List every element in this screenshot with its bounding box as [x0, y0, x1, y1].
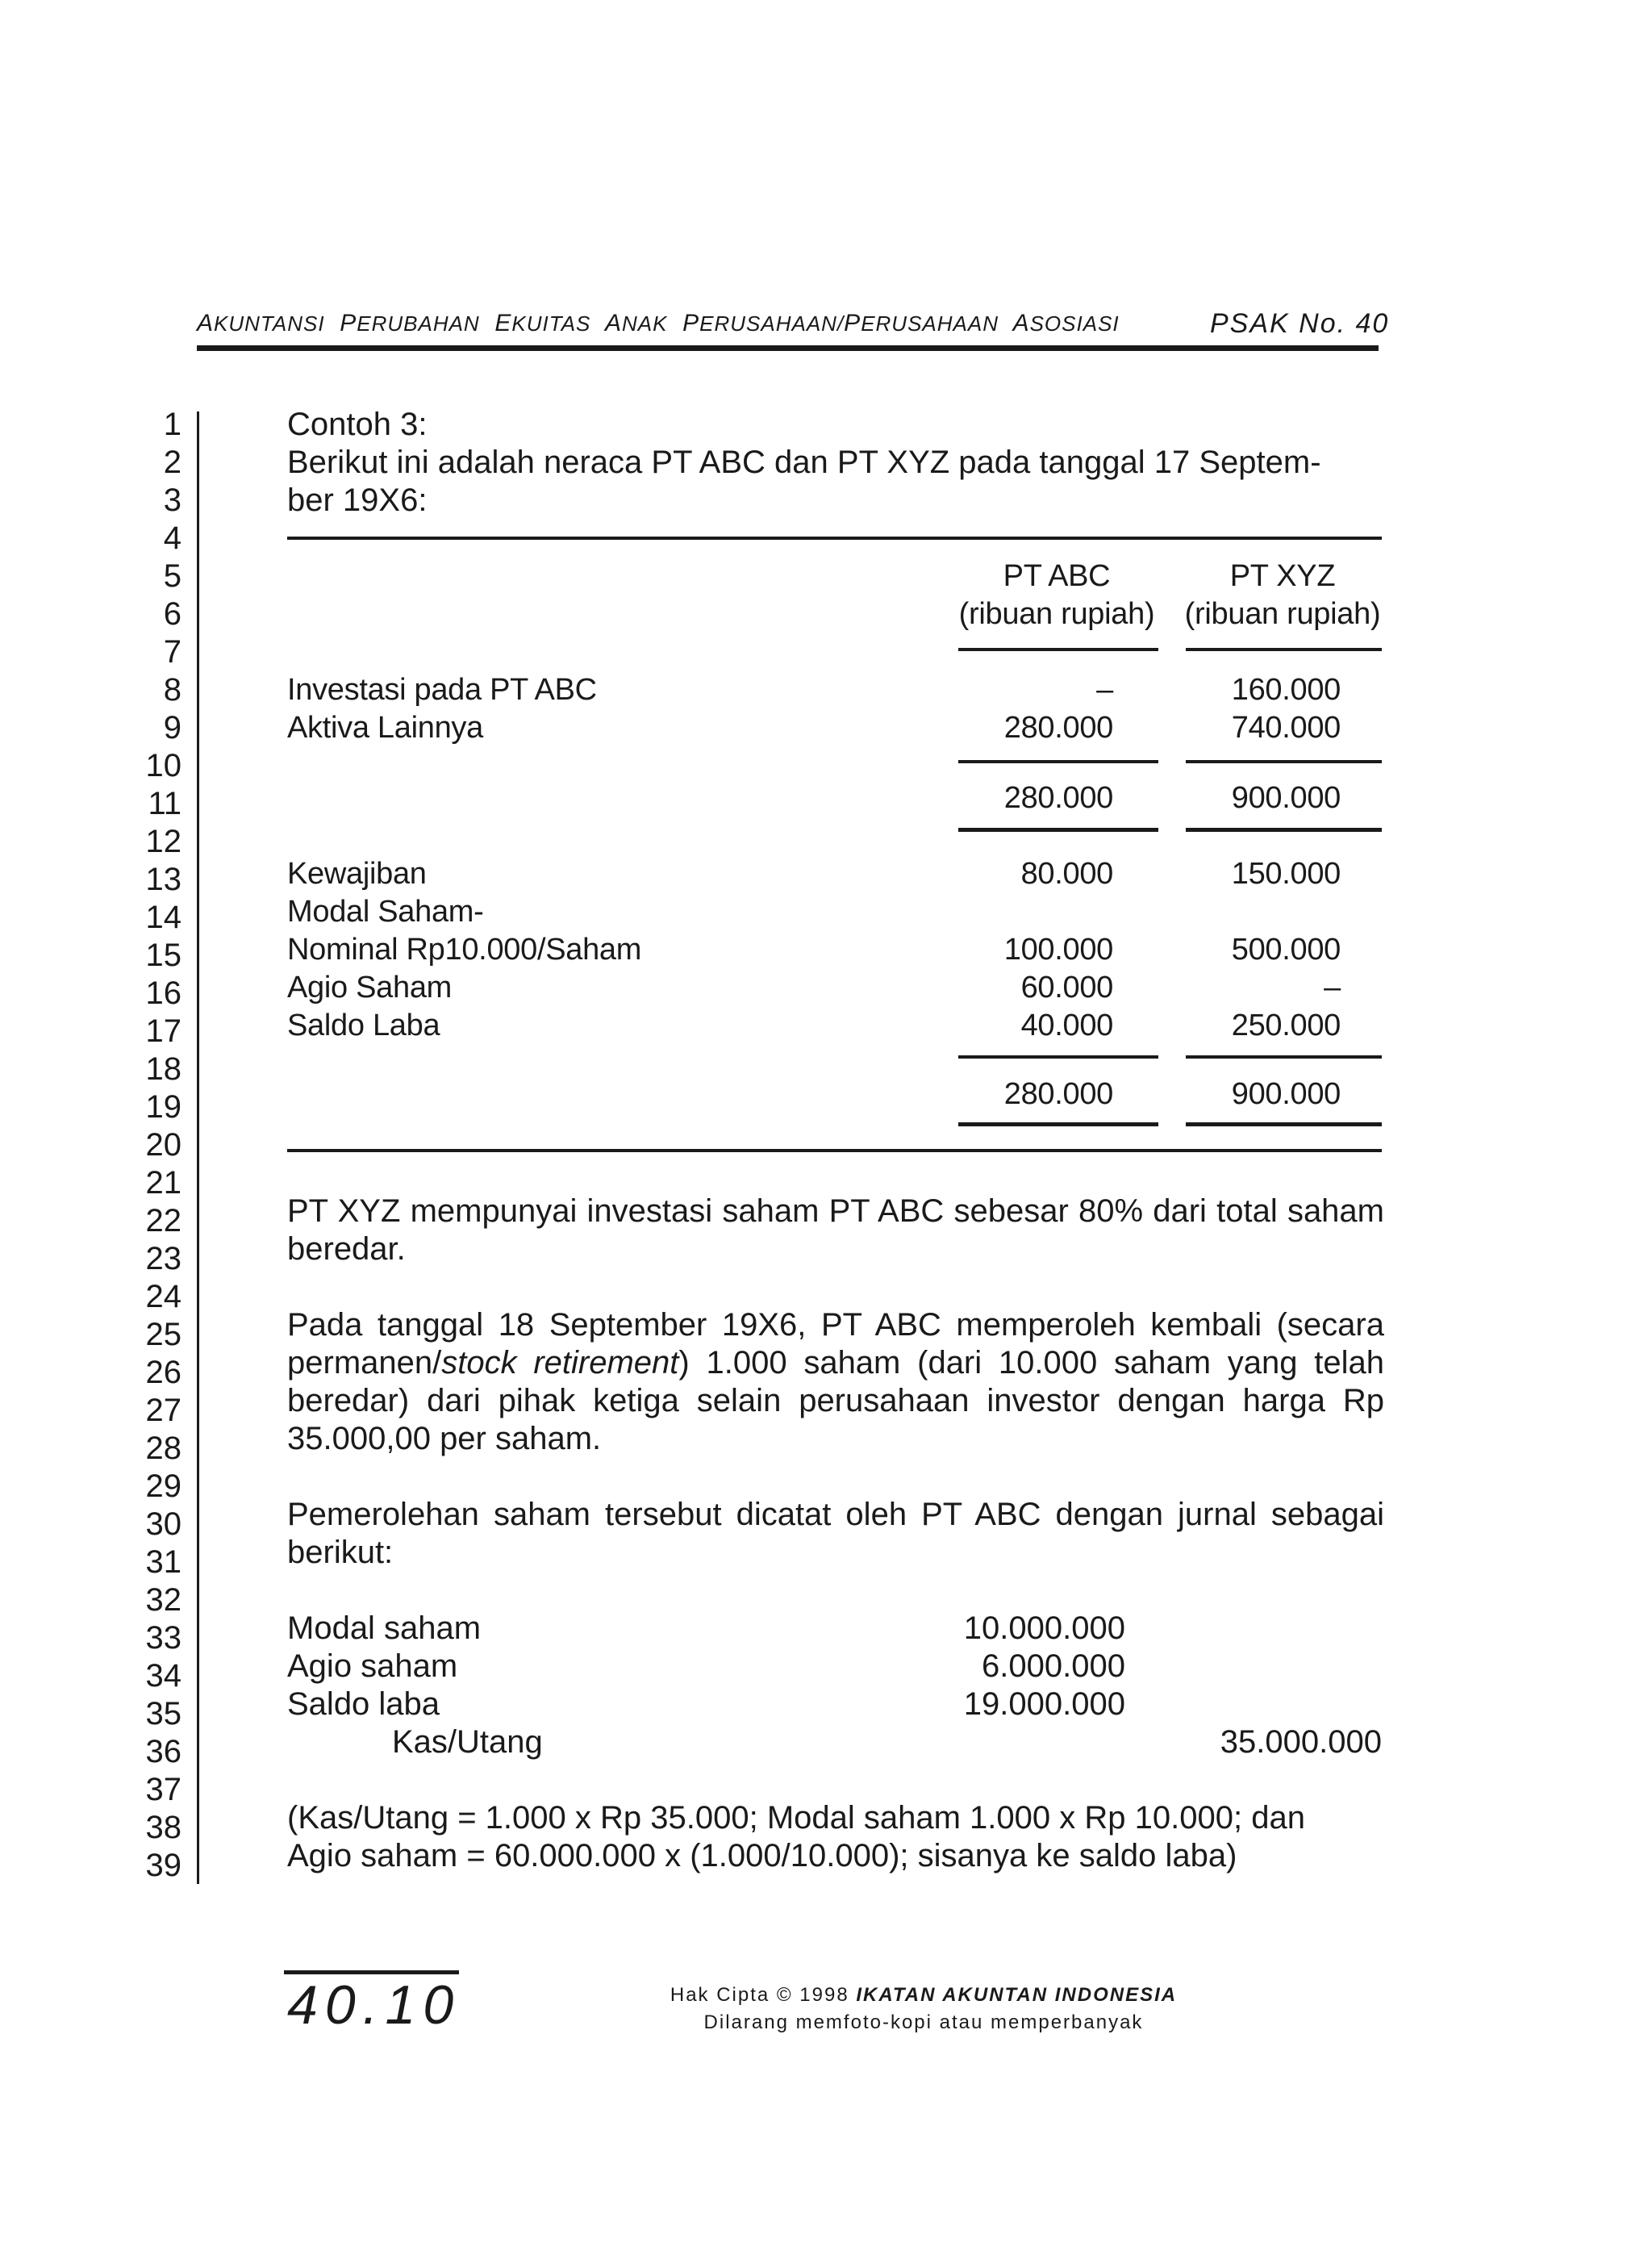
copyright-notice: [670, 1982, 1178, 2036]
line-number: 29: [145, 1468, 181, 1504]
line-number: 38: [145, 1810, 181, 1845]
total-rule: [958, 828, 1158, 832]
column-unit-pt-xyz: (ribuan rupiah): [1184, 597, 1381, 631]
table-cell-xyz: –: [1324, 971, 1341, 1005]
table-bottom-rule: [287, 1149, 1382, 1152]
margin-bar: [197, 411, 199, 1884]
copyright-text: Hak Cipta © 1998: [670, 1984, 849, 2006]
line-number: 31: [145, 1544, 181, 1580]
page-number: 40.10: [287, 1974, 461, 2036]
italic-term: stock retirement: [441, 1345, 679, 1381]
total-rule: [958, 1122, 1158, 1126]
table-top-rule: [287, 537, 1382, 540]
running-header-title: [197, 310, 1120, 337]
table-cell-xyz: 250.000: [1231, 1009, 1341, 1042]
table-row-label: Modal Saham-: [287, 895, 484, 929]
table-total-xyz: 900.000: [1231, 1077, 1341, 1111]
table-cell-abc: 60.000: [1020, 971, 1113, 1005]
line-number: 15: [145, 938, 181, 973]
table-cell-abc: –: [1096, 673, 1113, 707]
line-number: 36: [145, 1734, 181, 1769]
line-number: 23: [145, 1241, 181, 1276]
table-cell-abc: 40.000: [1020, 1009, 1113, 1042]
line-number: 37: [145, 1772, 181, 1807]
table-total-xyz: 900.000: [1231, 781, 1341, 815]
total-rule: [1186, 828, 1382, 832]
column-header-pt-abc: PT ABC: [1003, 559, 1111, 593]
header-word: EKUITAS: [494, 310, 591, 336]
journal-debit: 10.000.000: [963, 1610, 1125, 1646]
table-total-abc: 280.000: [1003, 781, 1113, 815]
journal-account: Agio saham: [287, 1648, 458, 1684]
column-rule: [958, 648, 1158, 651]
line-number: 19: [145, 1089, 181, 1125]
column-unit-pt-abc: (ribuan rupiah): [958, 597, 1155, 631]
table-row-label: Nominal Rp10.000/Saham: [287, 933, 642, 967]
journal-note: Agio saham = 60.000.000 x (1.000/10.000); sisanya ke saldo laba): [287, 1838, 1237, 1873]
line-number: 4: [163, 520, 181, 556]
paragraph-journal-intro: Pemerolehan saham tersebut dicatat oleh PT ABC dengan jurnal sebagai berikut:: [287, 1497, 1384, 1570]
table-total-abc: 280.000: [1003, 1077, 1113, 1111]
line-number: 10: [145, 748, 181, 783]
line-number: 21: [145, 1165, 181, 1201]
table-cell-xyz: 740.000: [1231, 711, 1341, 745]
line-number: 22: [145, 1203, 181, 1239]
table-row-label: Saldo Laba: [287, 1009, 440, 1042]
header-word: ANAK: [604, 310, 668, 336]
line-number: 33: [145, 1620, 181, 1656]
table-row-label: Kewajiban: [287, 857, 427, 891]
line-number: 18: [145, 1051, 181, 1087]
subtotal-rule: [958, 1055, 1158, 1059]
line-number: 26: [145, 1355, 181, 1390]
line-number: 3: [163, 482, 181, 518]
header-word: PERUSAHAAN/PERUSAHAAN: [682, 310, 999, 336]
line-number: 32: [145, 1582, 181, 1618]
journal-account: Modal saham: [287, 1610, 482, 1646]
header-word: ASOSIASI: [1012, 310, 1120, 336]
table-cell-abc: 80.000: [1020, 857, 1113, 891]
header-word: PERUBAHAN: [340, 310, 480, 336]
table-cell-xyz: 160.000: [1231, 673, 1341, 707]
paragraph-ownership: PT XYZ mempunyai investasi saham PT ABC sebesar 80% dari total saham beredar.: [287, 1193, 1384, 1267]
line-number: 14: [145, 900, 181, 935]
line-number: 24: [145, 1279, 181, 1314]
journal-debit: 6.000.000: [982, 1648, 1125, 1684]
journal-credit: 35.000.000: [1220, 1724, 1382, 1760]
journal-account-credit: Kas/Utang: [392, 1724, 543, 1760]
line-number: 9: [163, 710, 181, 746]
journal-note: (Kas/Utang = 1.000 x Rp 35.000; Modal saham 1.000 x Rp 10.000; dan: [287, 1800, 1305, 1836]
line-number: 35: [145, 1696, 181, 1731]
line-number: 34: [145, 1658, 181, 1694]
table-cell-abc: 280.000: [1003, 711, 1113, 745]
line-number: 27: [145, 1393, 181, 1428]
line-number: 25: [145, 1317, 181, 1352]
line-number: 20: [145, 1127, 181, 1163]
subtotal-rule: [1186, 760, 1382, 763]
column-header-pt-xyz: PT XYZ: [1229, 559, 1336, 593]
line-number: 8: [163, 672, 181, 708]
table-cell-xyz: 500.000: [1231, 933, 1341, 967]
example-title: Contoh 3:: [287, 407, 428, 442]
line-number: 5: [163, 558, 181, 594]
line-number: 28: [145, 1431, 181, 1466]
subtotal-rule: [958, 760, 1158, 763]
line-number: 17: [145, 1013, 181, 1049]
intro-line: ber 19X6:: [287, 482, 428, 518]
paragraph-retirement: Pada tanggal 18 September 19X6, PT ABC memperoleh kembali (secara permanen/stock retirement) 1.000 saham (dari 10.000 saham yang telah beredar) dari pihak ketiga selain perusahaan investor dengan harga Rp 35.000,00 per saham.: [287, 1307, 1385, 1456]
copyright-restriction: Dilarang memfoto-kopi atau memperbanyak: [703, 2011, 1144, 2033]
subtotal-rule: [1186, 1055, 1382, 1059]
line-number: 6: [163, 596, 181, 632]
line-number: 16: [145, 975, 181, 1011]
line-number: 30: [145, 1506, 181, 1542]
header-word: AKUNTANSI: [197, 310, 325, 336]
journal-account: Saldo laba: [287, 1686, 440, 1722]
total-rule: [1186, 1122, 1382, 1126]
line-number: 39: [145, 1848, 181, 1883]
table-row-label: Agio Saham: [287, 971, 453, 1005]
running-header-standard: PSAK No. 40: [1210, 308, 1390, 339]
table-row-label: Aktiva Lainnya: [287, 711, 483, 745]
journal-debit: 19.000.000: [963, 1686, 1125, 1722]
column-rule: [1186, 648, 1382, 651]
table-cell-abc: 100.000: [1003, 933, 1113, 967]
table-row-label: Investasi pada PT ABC: [287, 673, 597, 707]
line-number: 12: [145, 824, 181, 859]
line-number: 1: [163, 407, 181, 442]
line-number: 11: [148, 786, 181, 821]
table-cell-xyz: 150.000: [1231, 857, 1341, 891]
intro-line: Berikut ini adalah neraca PT ABC dan PT XYZ pada tanggal 17 Septem-: [287, 445, 1321, 480]
line-number: 2: [163, 445, 181, 480]
copyright-organization: IKATAN AKUNTAN INDONESIA: [856, 1984, 1178, 2006]
line-number: 13: [145, 862, 181, 897]
header-rule: [197, 345, 1379, 351]
line-number: 7: [163, 634, 181, 670]
